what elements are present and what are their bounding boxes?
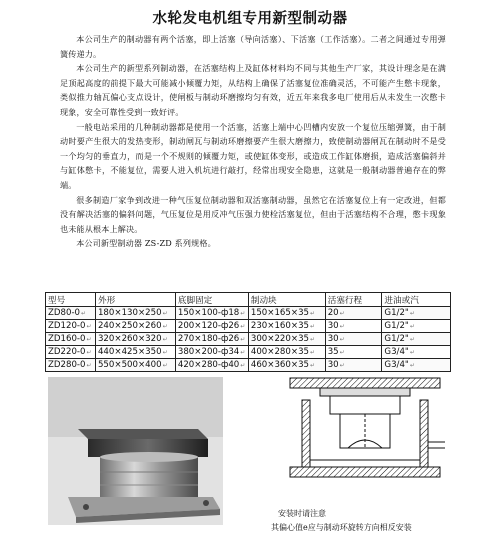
paragraph-5: 本公司新型制动器 ZS-ZD 系列规格。 [76, 238, 216, 249]
table-header-row [46, 293, 451, 307]
table-row [46, 333, 451, 346]
paragraph-1: 本公司生产的制动器有两个活塞，即上活塞（导向活塞）、下活塞（工作活塞）。二者之间通过专用弹簧传递力。 [60, 34, 446, 59]
cell-brake-pad: 230×160×35↵ [248, 320, 325, 333]
cell-return-mark: ↵ [81, 310, 87, 317]
cell-return-mark: ↵ [409, 323, 415, 330]
cell-return-mark: ↵ [240, 310, 246, 317]
cross-section-image [280, 372, 450, 490]
cell-return-mark: ↵ [240, 323, 246, 330]
cell-piston-stroke: 35↵ [325, 346, 382, 359]
cell-return-mark: ↵ [86, 323, 92, 330]
cell-piston-stroke: 30↵ [325, 320, 382, 333]
cell-dimensions: 440×425×350↵ [95, 346, 175, 359]
cell-return-mark: ↵ [310, 336, 316, 343]
col-header-brake-pad: 制动块 [248, 293, 325, 307]
table-row [46, 320, 451, 333]
cell-dimensions: 180×130×250↵ [95, 307, 175, 320]
spec-table [45, 292, 451, 372]
cell-oil-air-inlet: G1/2"↵ [382, 333, 451, 346]
cell-return-mark: ↵ [409, 362, 415, 369]
cell-model: ZD160-0↵ [46, 333, 96, 346]
paragraph-4: 很多制造厂家争到改进一种气压复位制动器和双活塞制动器，虽然它在活塞复位上有一定改进，但都没有解决活塞的偏斜问题，气压复位是用反冲气压强力使栓活塞复位，但由于活塞结构不合理，憋卡现象也未能从根本上解决。 [60, 194, 446, 234]
cell-oil-air-inlet: G1/2"↵ [382, 307, 451, 320]
cell-return-mark: ↵ [310, 362, 316, 369]
installation-note-text: 其偏心值e应与制动环旋转方向相反安装 [271, 523, 412, 532]
cell-piston-stroke: 30↵ [325, 359, 382, 372]
cell-model: ZD220-0↵ [46, 346, 96, 359]
col-header-base-fixing: 底脚固定 [175, 293, 248, 307]
cell-base-fixing: 270×180-ф26↵ [175, 333, 248, 346]
cell-dimensions: 240×250×260↵ [95, 320, 175, 333]
table-row [46, 307, 451, 320]
cell-return-mark: ↵ [409, 349, 415, 356]
cell-return-mark: ↵ [86, 362, 92, 369]
document-title: 水轮发电机组专用新型制动器 [152, 11, 348, 27]
cell-base-fixing: 380×200-ф34↵ [175, 346, 248, 359]
cell-return-mark: ↵ [162, 336, 168, 343]
cell-oil-air-inlet: G3/4"↵ [382, 359, 451, 372]
cell-return-mark: ↵ [310, 310, 316, 317]
cell-return-mark: ↵ [86, 349, 92, 356]
cell-return-mark: ↵ [162, 349, 168, 356]
paragraph-3: 一般电站采用的几种制动器都是使用一个活塞，活塞上端中心凹槽内安放一个复位压缩弹簧，由于制动时要产生很大的发热变形，制动闸瓦与制动环磨擦要产生很大磨擦力，致使制动器闸瓦在制动时不是受一个均匀的垂直力，而是一个不规则的倾覆力矩，或使缸体变形，或造成工作缸体磨损，造成活塞偏斜并与缸体憋卡，不能复位，需要人进入机坑进行敲打，经常出现安全隐患，这就是一般制动器普遍存在的弊端。 [60, 121, 446, 190]
brake-cross-section-drawing [280, 372, 450, 490]
col-header-oil-air-inlet: 进油或汽 [382, 293, 451, 307]
cell-brake-pad: 300×220×35↵ [248, 333, 325, 346]
cell-return-mark: ↵ [339, 323, 345, 330]
cell-dimensions: 550×500×400↵ [95, 359, 175, 372]
cell-return-mark: ↵ [339, 362, 345, 369]
cell-model: ZD80-0↵ [46, 307, 96, 320]
cell-base-fixing: 150×100-ф18↵ [175, 307, 248, 320]
cell-return-mark: ↵ [162, 362, 168, 369]
brake-photo [48, 377, 223, 525]
cell-return-mark: ↵ [339, 336, 345, 343]
cell-piston-stroke: 30↵ [325, 333, 382, 346]
paragraph-2: 本公司生产的新型系列制动器，在活塞结构上及缸体材料均不同与其他生产厂家，其设计理念是在满足顶起高度的前提下最大可能减小倾覆力矩，从结构上确保了活塞复位准确灵活，不可能产生憋卡现象，类似推力轴瓦偏心支点设计，使闸板与制动环磨擦均匀有效，近五年来我多电厂使用后从未发生一次憋卡现象，安全可靠性受到一致好评。 [60, 63, 446, 117]
cell-return-mark: ↵ [240, 349, 246, 356]
installation-note-title: 安装时请注意 [278, 509, 326, 518]
table-row [46, 359, 451, 372]
col-header-model: 型号 [46, 293, 96, 307]
cell-return-mark: ↵ [86, 336, 92, 343]
cell-brake-pad: 460×360×35↵ [248, 359, 325, 372]
cell-return-mark: ↵ [310, 323, 316, 330]
cell-oil-air-inlet: G3/4"↵ [382, 346, 451, 359]
cell-dimensions: 320×260×320↵ [95, 333, 175, 346]
cell-oil-air-inlet: G1/2"↵ [382, 320, 451, 333]
col-header-piston-stroke: 活塞行程 [325, 293, 382, 307]
body-text [60, 32, 446, 251]
cell-return-mark: ↵ [162, 310, 168, 317]
cell-return-mark: ↵ [409, 336, 415, 343]
cell-return-mark: ↵ [162, 323, 168, 330]
cell-return-mark: ↵ [240, 362, 246, 369]
cell-piston-stroke: 20↵ [325, 307, 382, 320]
cell-model: ZD280-0↵ [46, 359, 96, 372]
cell-base-fixing: 200×120-ф26↵ [175, 320, 248, 333]
cell-model: ZD120-0↵ [46, 320, 96, 333]
table-row [46, 346, 451, 359]
cell-base-fixing: 420×280-ф40↵ [175, 359, 248, 372]
col-header-dimensions: 外形 [95, 293, 175, 307]
brake-photo-image [48, 377, 223, 525]
cell-brake-pad: 150×165×35↵ [248, 307, 325, 320]
cell-return-mark: ↵ [339, 310, 345, 317]
cell-return-mark: ↵ [240, 336, 246, 343]
cell-return-mark: ↵ [310, 349, 316, 356]
cell-return-mark: ↵ [339, 349, 345, 356]
cell-brake-pad: 400×280×35↵ [248, 346, 325, 359]
cell-return-mark: ↵ [409, 310, 415, 317]
